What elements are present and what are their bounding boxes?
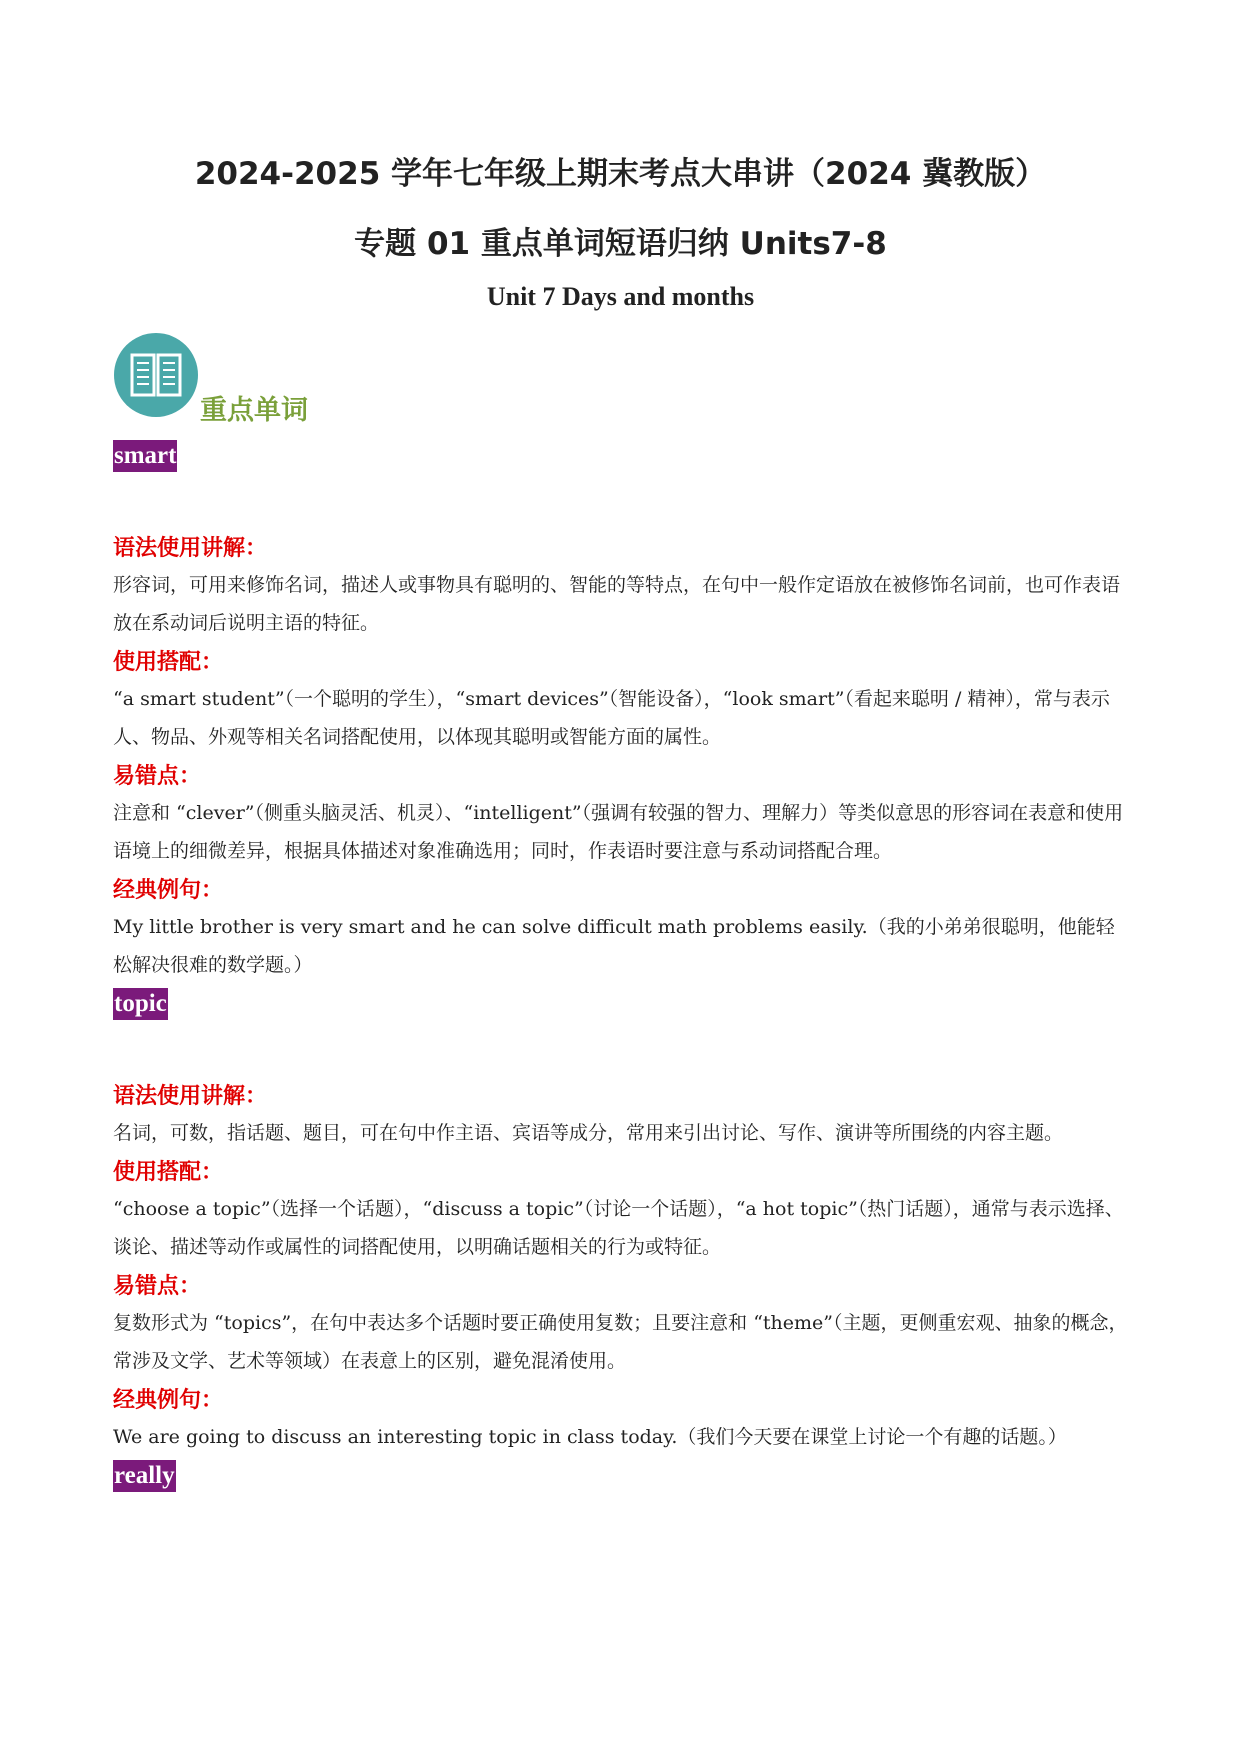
grammar-label: 语法使用讲解： [113, 536, 268, 561]
section-badge [114, 333, 198, 417]
example-text: My little brother is very smart and he can solve difficult math problems easily.（我的小弟弟很聪明，他能轻松解决很难的数学题。） [113, 916, 1115, 976]
word-entry [113, 988, 1133, 1456]
unit-title: Unit 7 Days and months [486, 282, 755, 311]
document-title: 2024-2025 学年七年级上期末考点大串讲（2024 冀教版） [194, 156, 1047, 192]
example-label: 经典例句： [113, 878, 224, 903]
collocation-label: 使用搭配： [113, 1160, 224, 1185]
grammar-text: 名词，可数，指话题、题目，可在句中作主语、宾语等成分，常用来引出讨论、写作、演讲等所围绕的内容主题。 [113, 1122, 1064, 1144]
document-subtitle: 专题 01 重点单词短语归纳 Units7-8 [354, 226, 887, 262]
section-title: 重点单词 [200, 395, 308, 426]
collocation-label: 使用搭配： [113, 650, 224, 675]
pitfall-text: 注意和 “clever”（侧重头脑灵活、机灵）、“intelligent”（强调有较强的智力、理解力）等类似意思的形容词在表意和使用语境上的细微差异，根据具体描述对象准确选用；同时，作表语时要注意与系动词搭配合理。 [113, 802, 1124, 862]
example-label: 经典例句： [113, 1388, 224, 1413]
entries-container [113, 440, 1133, 1494]
headword: smart [113, 440, 177, 472]
pitfall-label: 易错点： [113, 1274, 202, 1299]
word-entry [113, 440, 1133, 984]
example-text: We are going to discuss an interesting topic in class today.（我们今天要在课堂上讨论一个有趣的话题。） [113, 1426, 1067, 1448]
headword-next: really [113, 1460, 176, 1492]
grammar-text: 形容词，可用来修饰名词，描述人或事物具有聪明的、智能的等特点，在句中一般作定语放在被修饰名词前，也可作表语放在系动词后说明主语的特征。 [113, 574, 1121, 634]
collocation-text: “choose a topic”（选择一个话题），“discuss a topic”（讨论一个话题），“a hot topic”（热门话题），通常与表示选择、谈论、描述等动作或属性的词搭配使用，以明确话题相关的行为或特征。 [113, 1198, 1124, 1258]
grammar-label: 语法使用讲解： [113, 1084, 268, 1109]
open-book-icon [128, 351, 184, 399]
collocation-text: “a smart student”（一个聪明的学生），“smart devices”（智能设备），“look smart”（看起来聪明 / 精神），常与表示人、物品、外观等相关名词搭配使用，以体现其聪明或智能方面的属性。 [113, 688, 1110, 748]
pitfall-label: 易错点： [113, 764, 202, 789]
headword: topic [113, 988, 168, 1020]
pitfall-text: 复数形式为 “topics”，在句中表达多个话题时要正确使用复数；且要注意和 “theme”（主题，更侧重宏观、抽象的概念，常涉及文学、艺术等领域）在表意上的区别，避免混淆使用。 [113, 1312, 1128, 1372]
